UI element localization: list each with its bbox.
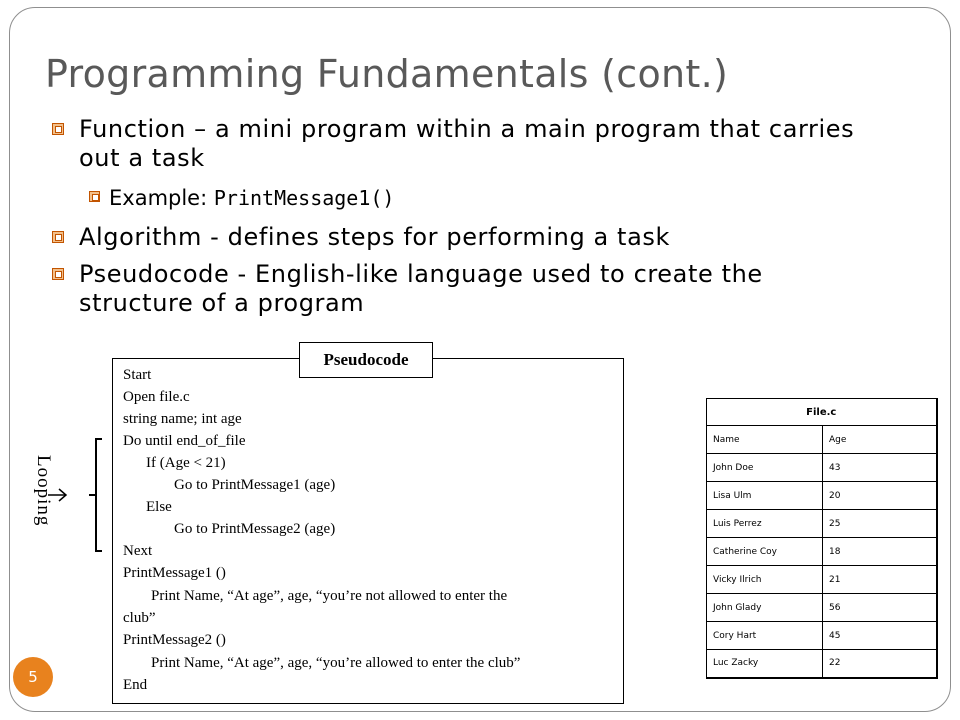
file-table: [706, 398, 938, 679]
slide-title: Programming Fundamentals (cont.): [45, 52, 729, 96]
pseudocode-line: Next: [123, 543, 153, 559]
table-caption: File.c: [707, 399, 937, 426]
table-row: [707, 594, 937, 622]
table-cell-name: Lisa Ulm: [707, 482, 823, 510]
pseudocode-line: Open file.c: [123, 389, 190, 405]
table-cell-age: 20: [823, 482, 937, 510]
table-cell-age: 56: [823, 594, 937, 622]
loop-bracket-icon: [89, 439, 102, 551]
pseudocode-line: string name; int age: [123, 411, 242, 427]
table-cell-name: Cory Hart: [707, 622, 823, 650]
table-row: [707, 650, 937, 678]
bullet-function: [52, 115, 872, 173]
example-prefix: Example:: [109, 186, 214, 210]
table-cell-name: Luc Zacky: [707, 650, 823, 678]
bullet-example: [89, 184, 394, 213]
pseudocode-line: club”: [123, 610, 156, 626]
pseudocode-line: If (Age < 21): [146, 455, 226, 471]
square-bullet-icon: [52, 123, 64, 135]
pseudocode-box: [112, 358, 624, 704]
pseudocode-line: Print Name, “At age”, age, “you’re not allowed to enter the: [151, 588, 508, 604]
pseudocode-line: Start: [123, 367, 152, 383]
table-cell-age: 25: [823, 510, 937, 538]
table-cell-name: Catherine Coy: [707, 538, 823, 566]
pseudocode-line: Print Name, “At age”, age, “you’re allowed to enter the club”: [151, 655, 521, 671]
table-cell-name: John Doe: [707, 454, 823, 482]
bullet-algorithm: [52, 223, 872, 252]
table-cell-name: Vicky Ilrich: [707, 566, 823, 594]
table-cell-age: 43: [823, 454, 937, 482]
bullet-example-text: [109, 186, 394, 210]
pseudocode-line: PrintMessage2 (): [123, 632, 226, 648]
table-caption-row: [707, 399, 937, 426]
square-bullet-icon: [52, 268, 64, 280]
bullet-pseudocode: [52, 260, 882, 318]
table-cell-age: 21: [823, 566, 937, 594]
table-cell-age: 18: [823, 538, 937, 566]
arrow-right-icon: [48, 489, 66, 501]
pseudocode-line: PrintMessage1 (): [123, 565, 226, 581]
example-code: PrintMessage1(): [213, 186, 395, 210]
bullet-pseudocode-text: Pseudocode - English-like language used to create the structure of a program: [79, 260, 763, 317]
looping-label: Looping: [33, 455, 54, 527]
table-header-row: [707, 426, 937, 454]
table-row: [707, 510, 937, 538]
pseudocode-line: End: [123, 677, 148, 693]
table-row: [707, 538, 937, 566]
table-cell-age: 22: [823, 650, 937, 678]
bullet-function-text: Function – a mini program within a main program that carries out a task: [79, 115, 855, 172]
loop-bracket-arrow-icon: [40, 430, 110, 560]
pseudocode-line: Go to PrintMessage1 (age): [174, 477, 336, 493]
table-row: [707, 566, 937, 594]
column-header-name: Name: [707, 426, 823, 454]
table-cell-age: 45: [823, 622, 937, 650]
pseudocode-line: Go to PrintMessage2 (age): [174, 521, 336, 537]
table-cell-name: Luis Perrez: [707, 510, 823, 538]
pseudocode-label: Pseudocode: [299, 342, 433, 378]
page-number-badge: 5: [13, 657, 53, 697]
pseudocode-line: Do until end_of_file: [123, 433, 246, 449]
square-bullet-icon: [89, 191, 100, 202]
table-row: [707, 454, 937, 482]
column-header-age: Age: [823, 426, 937, 454]
bullet-algorithm-text: Algorithm - defines steps for performing a task: [79, 223, 670, 251]
table-row: [707, 622, 937, 650]
table-row: [707, 482, 937, 510]
table-cell-name: John Glady: [707, 594, 823, 622]
pseudocode-line: Else: [146, 499, 172, 515]
square-bullet-icon: [52, 231, 64, 243]
